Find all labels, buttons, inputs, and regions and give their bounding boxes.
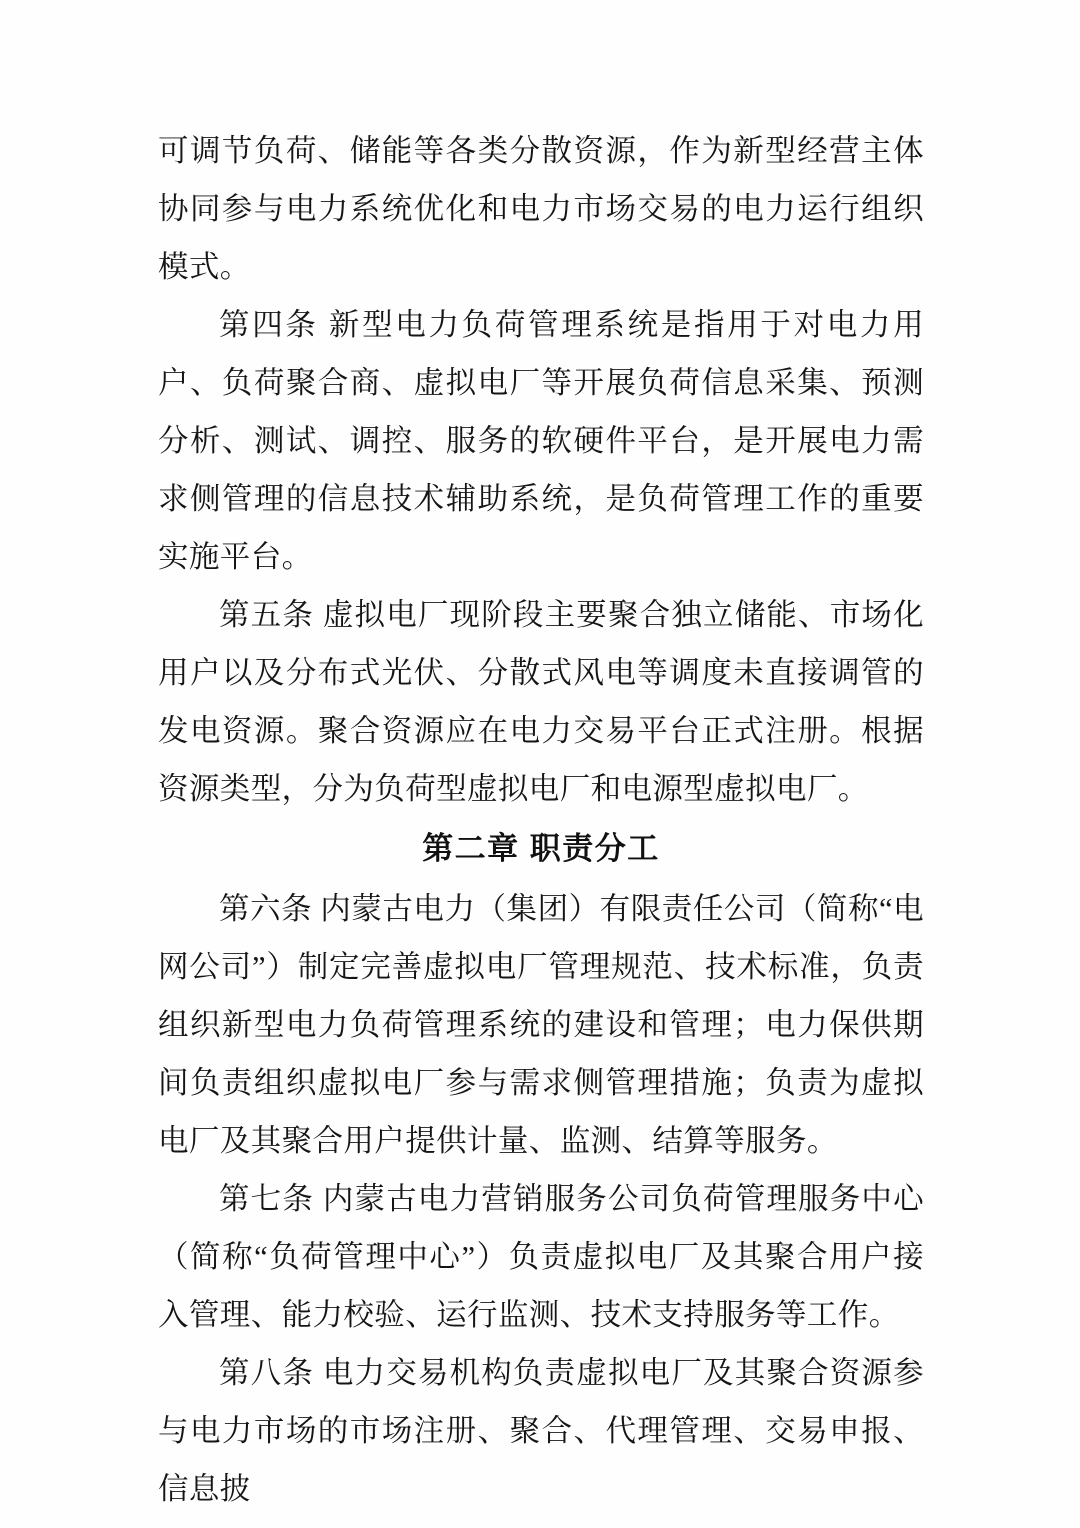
chapter-heading-2: 第二章 职责分工 bbox=[422, 831, 660, 866]
paragraph-article-6: 第六条 内蒙古电力（集团）有限责任公司（简称“电网公司”）制定完善虚拟电厂管理规范、技术标准，负责组织新型电力负荷管理系统的建设和管理；电力保供期间负责组织虚拟电厂参与需求侧管理措施；负责为虚拟电厂及其聚合用户提供计量、监测、结算等服务。 bbox=[158, 892, 924, 1158]
paragraph-article-5: 第五条 虚拟电厂现阶段主要聚合独立储能、市场化用户以及分布式光伏、分散式风电等调度未直接调管的发电资源。聚合资源应在电力交易平台正式注册。根据资源类型，分为负荷型虚拟电厂和电源型虚拟电厂。 bbox=[158, 598, 924, 806]
paragraph-article-8: 第八条 电力交易机构负责虚拟电厂及其聚合资源参与电力市场的市场注册、聚合、代理管理、交易申报、信息披 bbox=[158, 1356, 924, 1506]
document-body bbox=[158, 122, 924, 1518]
paragraph-article-4: 第四条 新型电力负荷管理系统是指用于对电力用户、负荷聚合商、虚拟电厂等开展负荷信息采集、预测分析、测试、调控、服务的软硬件平台，是开展电力需求侧管理的信息技术辅助系统，是负荷管理工作的重要实施平台。 bbox=[158, 308, 924, 574]
paragraph-article-7: 第七条 内蒙古电力营销服务公司负荷管理服务中心（简称“负荷管理中心”）负责虚拟电厂及其聚合用户接入管理、能力校验、运行监测、技术支持服务等工作。 bbox=[158, 1182, 924, 1332]
paragraph-continued-definition: 可调节负荷、储能等各类分散资源，作为新型经营主体协同参与电力系统优化和电力市场交易的电力运行组织模式。 bbox=[158, 134, 924, 284]
